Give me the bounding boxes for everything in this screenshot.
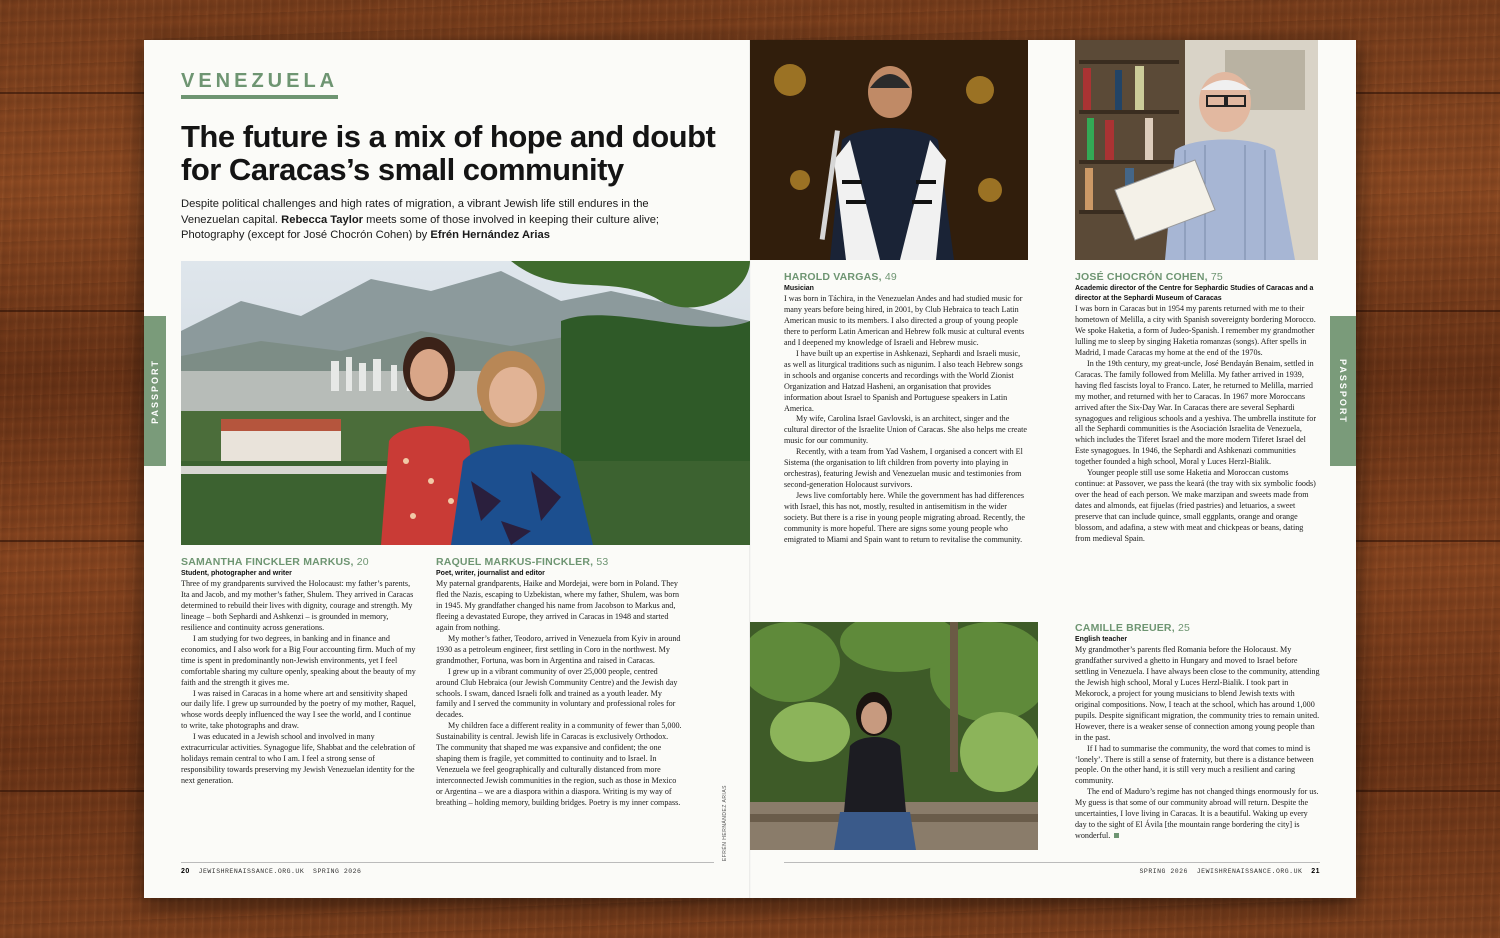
photo-harold-vargas xyxy=(750,40,1028,260)
profile-body: Three of my grandparents survived the Holocaust: my father’s parents, Ita and Jacob, and my mother’s father, Shulem. They arrived in Caracas determined to rebuild their lives with dignity, courage and strength. My lineage – both Sephardi and Ashkenzi – is grounded in memory, resilience and continuity across generations. I am studying for two degrees, in banking and in finance and economics, and I also work for a Big Four accounting firm. Much of my time is spent in predominantly non-Jewish environments, yet I feel comfortable sharing my culture openly, speaking about the beauty of my faith and the strength it gives me. I was raised in Caracas in a home where art and sensitivity shaped our daily life. I grew up surrounded by the poetry of my mother, Raquel, whose words deeply influenced the way I see the world, and I continue to write, take photographs and draw. I was educated in a Jewish school and involved in many extracurricular activities. Synagogue life, Shabbat and the celebration of holidays remain central to who I am. I feel a strong sense of responsibility towards preserving my Jewish Venezuelan identity for the next generation. xyxy=(181,579,416,786)
footer-rule-left xyxy=(181,862,714,863)
profile-name: JOSÉ CHOCRÓN COHEN, 75 xyxy=(1075,271,1223,283)
profile-role: English teacher xyxy=(1075,636,1128,643)
profile-harold xyxy=(784,271,1028,546)
footer-right: SPRING 2026 JEWISHRENAISSANCE.ORG.UK 21 xyxy=(1139,868,1320,875)
profile-name: RAQUEL MARKUS-FINCKLER, 53 xyxy=(436,556,609,568)
photo-samantha-and-raquel xyxy=(181,261,750,545)
profile-name: CAMILLE BREUER, 25 xyxy=(1075,622,1191,634)
photo-credit: EFRÉN HERNÁNDEZ ARIAS xyxy=(722,785,728,862)
profile-jose xyxy=(1075,271,1320,545)
photo-camille-breuer xyxy=(750,622,1038,850)
profile-body: I was born in Táchira, in the Venezuelan Andes and had studied music for many years before being hired, in 2001, by Club Hebraica to teach Latin American music to its members. I also directed a group of young people there to perform Latin American and Hebrew folk music at cultural events and I deepened my knowledge of Israeli and Hebrew music. I have built up an expertise in Ashkenazi, Sephardi and Israeli music, as well as liturgical traditions such as nigunim. I also teach Hebrew songs in schools and organise concerts and recordings with the World Zionist Organization and Hatzad Hasheni, an organisation that provides information about Israel to Spanish and Portuguese speakers in Latin America. My wife, Carolina Israel Gavlovski, is an architect, singer and the cultural director of the Israelite Union of Caracas. She also helps me create music for our community. Recently, with a team from Yad Vashem, I organised a concert with El Sistema (the organisation to lift children from poverty into playing in orchestras), featuring Jewish and Venezuelan music and testimonies from second-generation Holocaust survivors. Jews live comfortably here. While the government has had differences with Israel, this has not, mostly, resulted in antisemitism in the wider society. But there is a rise in young people migrating abroad. Recently, the community is more hopeful. There are signs some young people who emigrated to Miami and Spain want to return to revitalise the community. xyxy=(784,294,1027,544)
passport-tab-left: PASSPORT xyxy=(144,316,166,466)
headline: The future is a mix of hope and doubt for Caracas’s small community xyxy=(181,119,716,187)
profile-name: HAROLD VARGAS, 49 xyxy=(784,271,897,283)
profile-role: Musician xyxy=(784,285,814,292)
profile-camille xyxy=(1075,622,1320,842)
profile-role: Academic director of the Centre for Sephardic Studies of Caracas and a director at the Sephardi Museum of Caracas xyxy=(1075,285,1314,302)
profile-samantha xyxy=(181,556,419,787)
profile-role: Poet, writer, journalist and editor xyxy=(436,570,545,577)
standfirst: Despite political challenges and high rates of migration, a vibrant Jewish life still endures in the Venezuelan capital. Rebecca Taylor meets some of those involved in keeping their culture alive; Photography (except for José Chocrón Cohen) by Efrén Hernández Arias xyxy=(181,198,660,241)
profile-body: My paternal grandparents, Haike and Mordejai, were born in Poland. They fled the Nazis, escaping to Uzbekistan, where my father, Shulem, was born in 1945. My grandfather changed his name from Jacobson to Markus and, fleeing a devastated Europe, they arrived in Caracas in 1948 and started again from nothing. My mother’s father, Teodoro, arrived in Venezuela from Kyiv in around 1930 as a petroleum engineer, first settling in Coro in the northwest. My grandmother, Fortuna, was born in Argentina and raised in Caracas. I grew up in a vibrant community of over 25,000 people, centred around Club Hebraica (our Jewish Community Centre) and the Jewish day schools. I swam, danced Israeli folk and trained as a youth leader. My family and I served the community in voluntary and professional roles for decades. My children face a different reality in a community of fewer than 5,000. Sustainability is central. Jewish life in Caracas is exclusively Orthodox. The community that shaped me was expansive and confident; the one shaping them is fragile, yet committed to continuity and to Israel. In Venezuela we feel geographically and culturally distanced from more interconnected Jewish communities in the region, such as those in Mexico or Argentina – we are a diaspora within a diaspora. Writing is my way of breathing – holding memory, building bridges. Poetry is my inner compass. xyxy=(436,579,682,808)
section-label: VENEZUELA xyxy=(181,70,338,99)
end-mark-icon xyxy=(1114,833,1119,838)
magazine-spread xyxy=(144,40,1356,898)
footer-left: 20 JEWISHRENAISSANCE.ORG.UK SPRING 2026 xyxy=(181,868,362,875)
profile-name: SAMANTHA FINCKLER MARKUS, 20 xyxy=(181,556,369,568)
footer-rule-right xyxy=(784,862,1320,863)
profile-raquel xyxy=(436,556,682,809)
profile-role: Student, photographer and writer xyxy=(181,570,292,577)
profile-body: I was born in Caracas but in 1954 my parents returned with me to their hometown of Melilla, a city with Spanish sovereignty bordering Morocco. We spoke Haketia, a form of Judeo-Spanish. I remember my grandmother lulling me to sleep by singing Haketia romanzas (songs). After spells in Madrid, I made Caracas my home at the end of the 1970s. In the 19th century, my great-uncle, José Bendayán Benaim, settled in Caracas. The family followed from Melilla. My father arrived in 1939, having fled fascists loyal to Franco. Later, he returned to Melilla, married my mother, and returned with her to Caracas. In 1967 more Moroccans arrived after the Six-Day War. In Caracas there are several Sephardi synagogues and religious schools and a yeshiva. The umbrella institute for all the Sephardi communities is the Asociación Israelita de Venezuela, which includes the Tiferet Israel and the more modern Tiferet Israel del Este synagogues. In 1946, the Sephardi and Ashkenazi communities together founded a high school, Moral y Luces Herzl-Bialik. Younger people still use some Haketia and Moroccan customs continue: at Passover, we pass the keará (the tray with six symbolic foods) over the head of each person. We make marzipan and sweets made from dates and almonds, eat fijuelas (fried pastries) and letuarios, a sweet preserve that can include quince, small eggplants, orange and orange blossom, and adafina, a stew with meat and chickpeas or beans, dating from medieval Spain. xyxy=(1075,304,1317,544)
passport-tab-right: PASSPORT xyxy=(1330,316,1356,466)
photo-jose-chocron-cohen xyxy=(1075,40,1318,260)
profile-body: My grandmother’s parents fled Romania before the Holocaust. My grandfather survived a ghetto in Hungary and moved to Israel before settling in Venezuela. I have always been close to the community, attending the Jewish high school, Moral y Luces Herzl-Bialik. I took part in Mekorock, a project for young musicians to blend Jewish texts with original compositions. Now, I teach at the school, which has around 1,000 pupils. Despite significant migration, the community tries to remain united. However, there is a weaker sense of connection among young people than in the past. If I had to summarise the community, the word that comes to mind is ‘lonely’. There is still a sense of fraternity, but there is a distance between people. On the other hand, it is still very much a resilient and caring community. The end of Maduro’s regime has not changed things enormously for us. My guess is that some of our community abroad will return. Despite the uncertainties, I love living in Caracas. It is a beautiful. Waking up every day to the sight of El Ávila [the mountain range bordering the city] is wonderful. xyxy=(1075,645,1320,841)
